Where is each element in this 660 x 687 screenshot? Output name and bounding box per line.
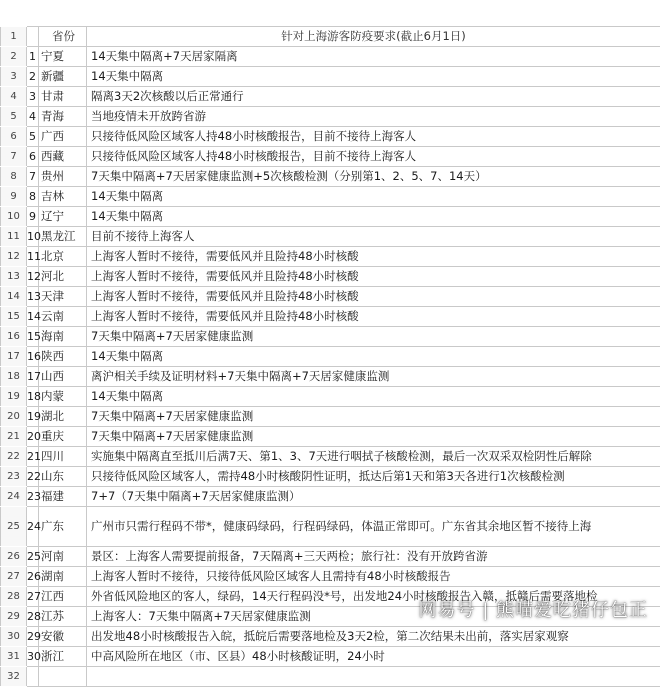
cell-province[interactable]: 天津 [39, 287, 87, 306]
row-number[interactable]: 6 [0, 127, 27, 146]
cell-no[interactable]: 21 [27, 447, 39, 466]
row-number[interactable]: 25 [0, 507, 27, 546]
table-row [10, 127, 660, 147]
row-number[interactable]: 1 [0, 27, 27, 46]
cell-no[interactable]: 3 [27, 87, 39, 106]
row-number[interactable]: 16 [0, 327, 27, 346]
cell-province[interactable]: 湖南 [39, 567, 87, 586]
cell-requirement[interactable]: 14天集中隔离 [91, 349, 164, 363]
cell-no[interactable]: 17 [27, 367, 39, 386]
cell-no[interactable]: 13 [27, 287, 39, 306]
row-number[interactable]: 13 [0, 267, 27, 286]
row-number[interactable]: 11 [0, 227, 27, 246]
row-number[interactable]: 21 [0, 427, 27, 446]
cell-no[interactable]: 9 [27, 207, 39, 226]
cell-province[interactable]: 广西 [39, 127, 87, 146]
table-row [7, 507, 660, 547]
cell-province[interactable]: 云南 [39, 307, 87, 326]
table-row [7, 647, 660, 667]
cell-no[interactable]: 5 [27, 127, 39, 146]
cell-province[interactable]: 贵州 [39, 167, 87, 186]
header-no[interactable] [27, 27, 39, 46]
cell-no[interactable]: 18 [27, 387, 39, 406]
cell-no[interactable]: 23 [27, 487, 39, 506]
cell-requirement[interactable]: 只接待低风险区域客人，需持48小时核酸阴性证明，抵达后第1天和第3天各进行1次核酸检测 [91, 469, 565, 483]
cell-no[interactable]: 11 [27, 247, 39, 266]
table-row [10, 87, 660, 107]
table-row [7, 207, 660, 227]
cell-province[interactable]: 福建 [39, 487, 87, 506]
row-number[interactable]: 29 [0, 607, 27, 626]
cell-requirement[interactable]: 7天集中隔离+7天居家健康监测 [91, 429, 254, 443]
cell-no[interactable]: 20 [27, 427, 39, 446]
cell-no[interactable]: 30 [27, 647, 39, 666]
cell-province[interactable]: 内蒙 [39, 387, 87, 406]
cell-province[interactable]: 安徽 [39, 627, 87, 646]
row-number[interactable]: 12 [0, 247, 27, 266]
cell-province[interactable]: 山西 [39, 367, 87, 386]
row-number[interactable]: 10 [0, 207, 27, 226]
cell-requirement[interactable]: 景区：上海客人需要提前报备，7天隔离+三天两检；旅行社：没有开放跨省游 [91, 549, 488, 563]
cell-requirement[interactable]: 外省低风险地区的客人，绿码，14天行程码没*号，出发地24小时核酸报告入赣，抵赣后需要落地检 [91, 589, 598, 603]
cell-province[interactable]: 河北 [39, 267, 87, 286]
cell-requirement[interactable]: 7天集中隔离+7天居家健康监测 [91, 409, 254, 423]
cell-requirement[interactable]: 14天集中隔离 [91, 69, 164, 83]
cell-requirement[interactable]: 14天集中隔离 [91, 189, 164, 203]
cell-no[interactable]: 22 [27, 467, 39, 486]
cell-no[interactable]: 7 [27, 167, 39, 186]
cell-requirement[interactable]: 7天集中隔离+7天居家健康监测 [91, 329, 254, 343]
cell-requirement[interactable]: 上海客人暂时不接待，只接待低风险区域客人且需持有48小时核酸报告 [91, 569, 451, 583]
row-number[interactable]: 14 [0, 287, 27, 306]
watermark: 网易号 | 熊喵爱吃猪仔包正 [418, 600, 648, 621]
cell-no[interactable]: 16 [27, 347, 39, 366]
cell-requirement[interactable]: 上海客人暂时不接待，需要低风并且险持48小时核酸 [91, 289, 359, 303]
cell-no[interactable]: 6 [27, 147, 39, 166]
row-number[interactable]: 5 [0, 107, 27, 126]
table-body [7, 47, 660, 687]
cell-requirement[interactable]: 目前不接待上海客人 [91, 229, 195, 243]
cell-province[interactable]: 湖北 [39, 407, 87, 426]
cell-province[interactable]: 新疆 [39, 67, 87, 86]
table-row [10, 67, 660, 87]
cell-no[interactable]: 2 [27, 67, 39, 86]
cell-province[interactable]: 北京 [39, 247, 87, 266]
table-row [7, 547, 660, 567]
cell-no[interactable]: 15 [27, 327, 39, 346]
table-row [7, 367, 660, 387]
cell-province[interactable]: 江西 [39, 587, 87, 606]
cell-requirement[interactable]: 7+7（7天集中隔离+7天居家健康监测） [91, 489, 301, 503]
cell-province[interactable]: 浙江 [39, 647, 87, 666]
cell-province[interactable]: 辽宁 [39, 207, 87, 226]
table-row [7, 267, 660, 287]
cell-no[interactable]: 14 [27, 307, 39, 326]
cell-province[interactable]: 重庆 [39, 427, 87, 446]
row-number[interactable]: 20 [0, 407, 27, 426]
cell-province[interactable] [39, 667, 87, 686]
table-row [10, 107, 660, 127]
table-row [7, 627, 660, 647]
cell-requirement[interactable]: 14天集中隔离+7天居家隔离 [91, 49, 238, 63]
table-row [7, 287, 660, 307]
row-number[interactable]: 17 [0, 347, 27, 366]
cell-requirement[interactable]: 隔离3天2次核酸以后正常通行 [91, 89, 244, 103]
cell-no[interactable]: 10 [27, 227, 39, 246]
row-number[interactable]: 18 [0, 367, 27, 386]
row-number[interactable]: 26 [0, 547, 27, 566]
cell-province[interactable]: 四川 [39, 447, 87, 466]
cell-requirement[interactable]: 14天集中隔离 [91, 389, 164, 403]
cell-province[interactable]: 西藏 [39, 147, 87, 166]
cell-province[interactable]: 广东 [39, 507, 87, 546]
table-row [7, 427, 660, 447]
row-number[interactable]: 32 [0, 667, 27, 686]
cell-no[interactable]: 19 [27, 407, 39, 426]
cell-no[interactable]: 27 [27, 587, 39, 606]
row-number[interactable]: 28 [0, 587, 27, 606]
row-number[interactable]: 8 [0, 167, 27, 186]
cell-requirement[interactable]: 广州市只需行程码不带*，健康码绿码，行程码绿码，体温正常即可。广东省其余地区暂不接待上海 [91, 519, 592, 533]
row-number[interactable]: 24 [0, 487, 27, 506]
row-number[interactable]: 15 [0, 307, 27, 326]
row-number[interactable]: 4 [0, 87, 27, 106]
cell-no[interactable]: 4 [27, 107, 39, 126]
table-row [7, 327, 660, 347]
row-number[interactable]: 3 [0, 67, 27, 86]
row-number[interactable]: 19 [0, 387, 27, 406]
table-row [7, 347, 660, 367]
cell-province[interactable]: 宁夏 [39, 47, 87, 66]
cell-province[interactable]: 甘肃 [39, 87, 87, 106]
row-number[interactable]: 22 [0, 447, 27, 466]
header-requirement[interactable]: 针对上海游客防疫要求(截止6月1日) [281, 29, 466, 43]
cell-province[interactable]: 黑龙江 [39, 227, 87, 246]
cell-province[interactable]: 江苏 [39, 607, 87, 626]
cell-requirement[interactable]: 上海客人暂时不接待，需要低风并且险持48小时核酸 [91, 249, 359, 263]
cell-requirement[interactable]: 实施集中隔离直至抵川后满7天、第1、3、7天进行咽拭子核酸检测，最后一次双采双检阴性后解除 [91, 449, 592, 463]
spreadsheet-table [7, 26, 660, 687]
cell-requirement[interactable]: 当地疫情未开放跨省游 [91, 109, 206, 123]
table-row [10, 167, 660, 187]
table-row [7, 667, 660, 687]
cell-no[interactable]: 29 [27, 627, 39, 646]
cell-province[interactable]: 河南 [39, 547, 87, 566]
cell-requirement[interactable]: 出发地48小时核酸报告入皖，抵皖后需要落地检及3天2检，第二次结果未出前，落实居家观察 [91, 629, 569, 643]
cell-no[interactable]: 25 [27, 547, 39, 566]
cell-no[interactable] [27, 667, 39, 686]
cell-province[interactable]: 山东 [39, 467, 87, 486]
table-row [7, 487, 660, 507]
row-number[interactable]: 27 [0, 567, 27, 586]
table-row [7, 227, 660, 247]
cell-requirement[interactable]: 上海客人：7天集中隔离+7天居家健康监测 [91, 609, 311, 623]
cell-no[interactable]: 12 [27, 267, 39, 286]
cell-province[interactable]: 海南 [39, 327, 87, 346]
table-row [10, 47, 660, 67]
cell-no[interactable]: 1 [27, 47, 39, 66]
table-row [7, 307, 660, 327]
row-number[interactable]: 23 [0, 467, 27, 486]
cell-requirement[interactable]: 中高风险所在地区（市、区县）48小时核酸证明，24小时 [91, 649, 385, 663]
cell-no[interactable]: 8 [27, 187, 39, 206]
row-number[interactable]: 9 [0, 187, 27, 206]
header-row [10, 27, 660, 47]
row-number[interactable]: 30 [0, 627, 27, 646]
row-number[interactable]: 7 [0, 147, 27, 166]
cell-no[interactable]: 26 [27, 567, 39, 586]
cell-requirement[interactable]: 只接待低风险区域客人持48小时核酸报告，目前不接待上海客人 [91, 129, 417, 143]
cell-requirement[interactable]: 7天集中隔离+7天居家健康监测+5次核酸检测（分别第1、2、5、7、14天） [91, 169, 487, 183]
header-province[interactable]: 省份 [39, 27, 87, 46]
cell-requirement[interactable] [87, 667, 660, 686]
cell-no[interactable]: 28 [27, 607, 39, 626]
table-row [7, 567, 660, 587]
cell-province[interactable]: 陕西 [39, 347, 87, 366]
cell-requirement[interactable]: 上海客人暂时不接待，需要低风并且险持48小时核酸 [91, 309, 359, 323]
table-row [7, 407, 660, 427]
cell-requirement[interactable]: 离沪相关手续及证明材料+7天集中隔离+7天居家健康监测 [91, 369, 390, 383]
table-row [10, 187, 660, 207]
cell-requirement[interactable]: 上海客人暂时不接待，需要低风并且险持48小时核酸 [91, 269, 359, 283]
table-row [10, 147, 660, 167]
table-row [7, 467, 660, 487]
table-row [7, 447, 660, 467]
cell-province[interactable]: 青海 [39, 107, 87, 126]
table-row [7, 387, 660, 407]
cell-province[interactable]: 吉林 [39, 187, 87, 206]
row-number[interactable]: 2 [0, 47, 27, 66]
cell-no[interactable]: 24 [27, 507, 39, 546]
row-number[interactable]: 31 [0, 647, 27, 666]
cell-requirement[interactable]: 只接待低风险区域客人持48小时核酸报告，目前不接待上海客人 [91, 149, 417, 163]
cell-requirement[interactable]: 14天集中隔离 [91, 209, 164, 223]
table-row [7, 247, 660, 267]
